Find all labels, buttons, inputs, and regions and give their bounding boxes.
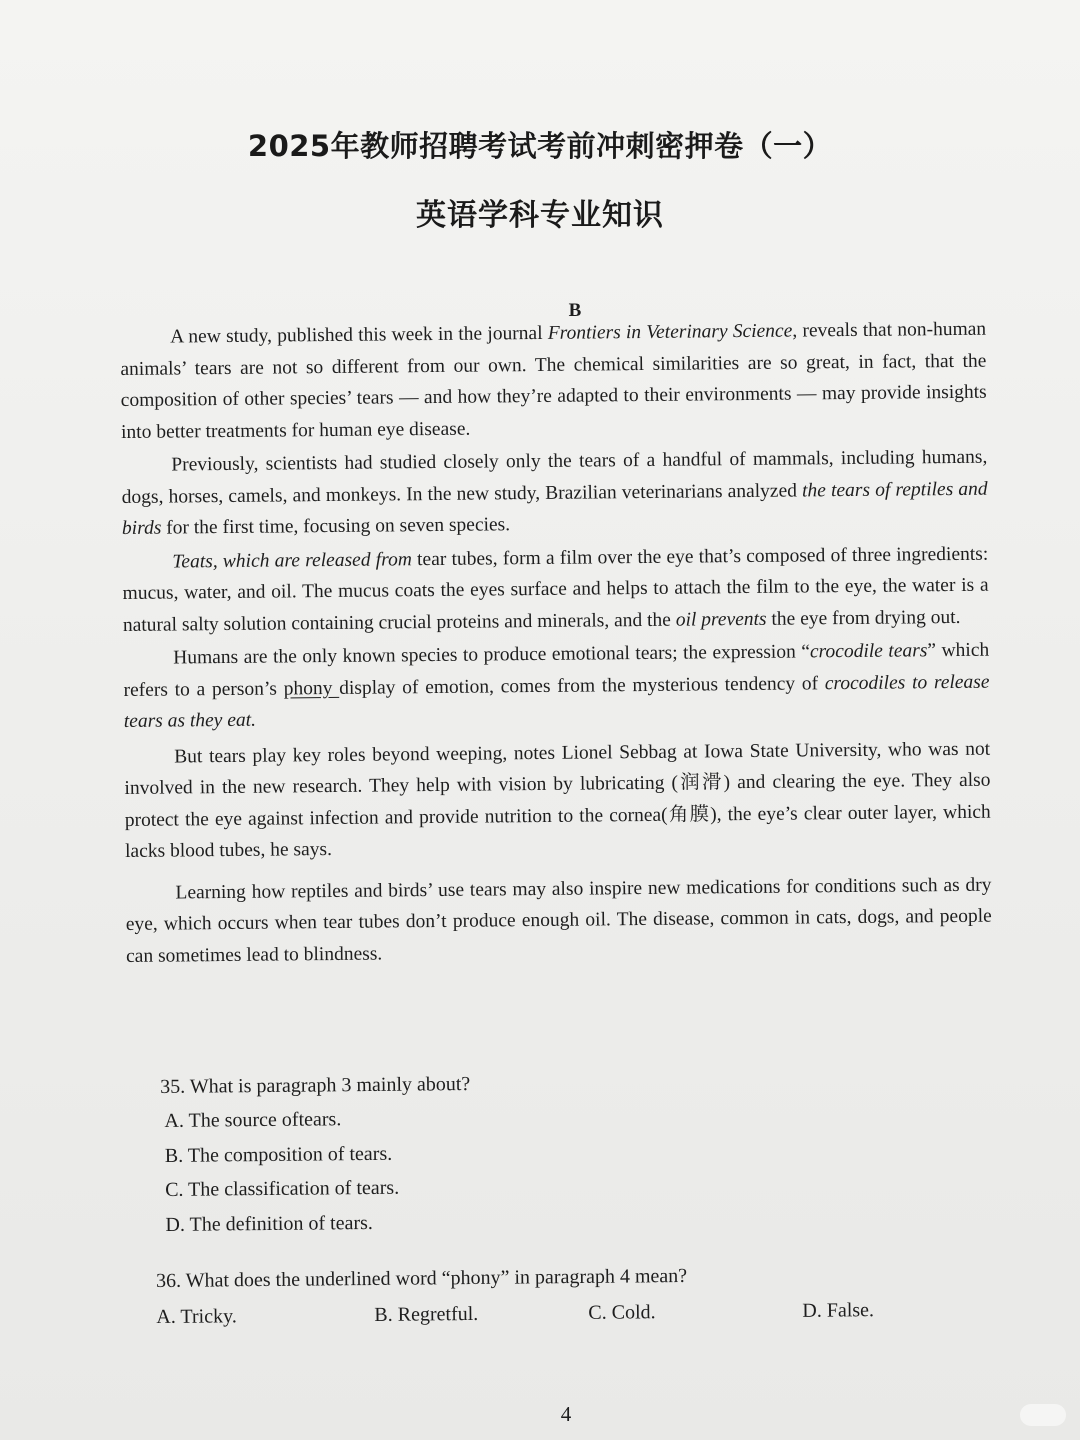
exam-title: 2025年教师招聘考试考前冲刺密押卷（一） (247, 129, 833, 163)
question-35-option-a: A. The source oftears. (164, 1108, 342, 1132)
paragraph-2: Previously, scientists had studied closely only the tears of a handful of mammals, including humans, dogs, horses, camels, and monkeys. In the new study, Brazilian veterinarians analyzed the tears of reptiles and birds for the first time, focusing on seven species. (121, 446, 988, 539)
exam-subtitle: 英语学科专业知识 (416, 198, 664, 233)
journal-name: Frontiers in Veterinary Science (547, 320, 793, 344)
question-36-option-d: D. False. (802, 1299, 875, 1322)
paragraph-1: A new study, published this week in the journal Frontiers in Veterinary Science, reveals that non-human animals’ tears are not so different from our own. The chemical similarities are so great, in fact, that the composition of other species’ tears — and how they’re adapted to their environments — may provide insights into better treatments for human eye disease. (120, 318, 987, 443)
paragraph-6: Learning how reptiles and birds’ use tears may also inspire new medications for conditions such as dry eye, which occurs when tear tubes don’t produce enough oil. The disease, common in cats, dogs, and people can sometimes lead to blindness. (125, 874, 992, 967)
question-36-stem: 36. What does the underlined word “phony” in paragraph 4 mean? (155, 1264, 688, 1293)
underlined-word-phony: phony (283, 677, 340, 699)
paragraph-3: Teats, which are released from tear tubes, form a film over the eye that’s composed of three ingredients: mucus, water, and oil. The mucus coats the eyes surface and helps to attach the film to the eye, the water is a natural salty solution containing crucial proteins and minerals, and the oil prevents the eye from drying out. (122, 543, 989, 636)
paragraph-5: But tears play key roles beyond weeping, notes Lionel Sebbag at Iowa State University, who was not involved in the new research. They help with vision by lubricating (润滑) and clearing the eye. They also protect the eye against infection and provide nutrition to the cornea(角膜), the eye’s clear outer layer, which lacks blood tubes, he says. (124, 738, 991, 862)
question-36-option-a: A. Tricky. (156, 1305, 237, 1329)
page-number: 4 (560, 1402, 572, 1426)
paragraph-4: Humans are the only known species to produce emotional tears; the expression “crocodile tears” which refers to a person’s phony display of emotion, comes from the mysterious tendency of crocodiles to release tears as they eat. (123, 639, 990, 732)
section-label: B (568, 300, 582, 321)
question-35-option-d: D. The definition of tears. (165, 1211, 373, 1236)
reading-passage (120, 314, 992, 974)
watermark-badge (1020, 1404, 1066, 1426)
question-36-option-c: C. Cold. (588, 1301, 656, 1324)
question-35-option-c: C. The classification of tears. (165, 1176, 400, 1201)
question-35-option-b: B. The composition of tears. (164, 1142, 393, 1167)
question-block (155, 1062, 1002, 1334)
question-36-option-b: B. Regretful. (374, 1302, 479, 1326)
question-36-options (156, 1290, 1002, 1334)
question-35-stem: 35. What is paragraph 3 mainly about? (160, 1073, 471, 1098)
